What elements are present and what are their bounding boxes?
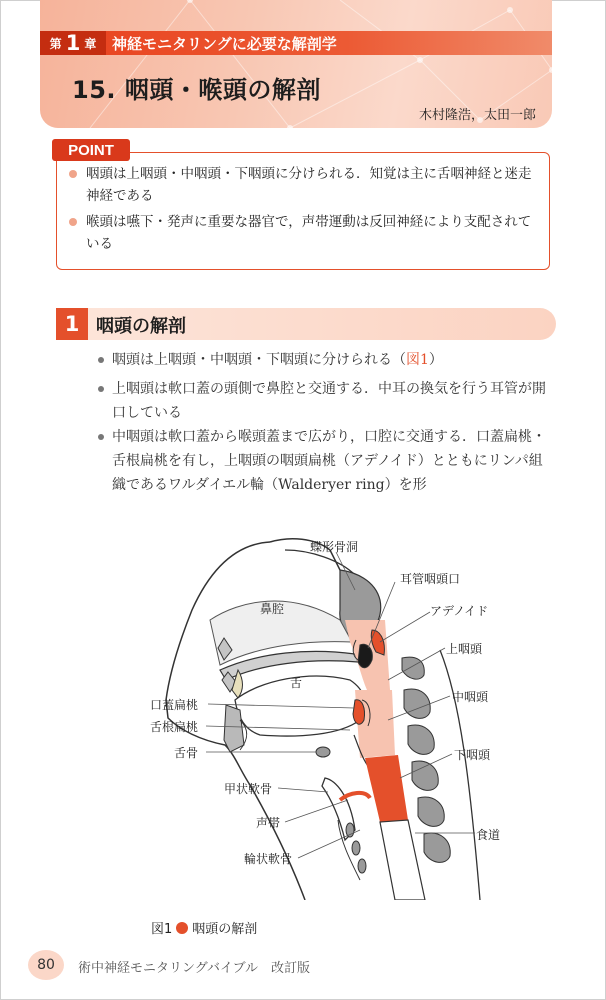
- book-title: 術中神経モニタリングバイブル 改訂版: [78, 961, 311, 976]
- label-lingual-tonsil: 舌根扁桃: [150, 720, 199, 734]
- body-bullet: 中咽頭は軟口蓋から喉頭蓋まで広がり，口腔に交通する．口蓋扁桃・舌根扁桃を有し，上咽頭の咽頭扁桃（アデノイド）とともにリンパ組織であるワルダイエル輪（Walderyer ring）を形: [112, 429, 546, 493]
- point-bullet-icon: [69, 170, 77, 178]
- page-number: 80: [28, 950, 64, 980]
- chapter-prefix: 第: [49, 36, 62, 51]
- bullet-icon: [98, 357, 104, 363]
- label-sphenoid-sinus: 蝶形骨洞: [310, 540, 359, 554]
- sagittal-section-illustration: [140, 530, 520, 900]
- caption-title: 咽頭の解剖: [192, 922, 258, 937]
- chapter-suffix: 章: [84, 36, 97, 51]
- section-number: 1: [56, 308, 88, 340]
- label-esophagus: 食道: [476, 828, 501, 842]
- chapter-title: 神経モニタリングに必要な解剖学: [112, 35, 337, 53]
- pharynx-anatomy-figure: [140, 530, 520, 900]
- label-oropharynx: 中咽頭: [452, 690, 489, 704]
- point-bullet-icon: [69, 218, 77, 226]
- label-adenoid: アデノイド: [430, 604, 489, 618]
- caption-figure-number: 図1: [151, 922, 173, 937]
- label-nasal-cavity: 鼻腔: [260, 602, 285, 616]
- label-cricoid-cartilage: 輪状軟骨: [244, 852, 293, 866]
- caption-dot-icon: [176, 922, 188, 934]
- body-bullet: 咽頭は上咽頭・中咽頭・下咽頭に分けられる（図1）: [112, 352, 443, 368]
- label-hypopharynx: 下咽頭: [454, 748, 491, 762]
- authors: 木村隆浩，太田一郎: [418, 108, 536, 123]
- bullet-icon: [98, 386, 104, 392]
- figure-caption: [151, 918, 257, 937]
- section-heading: 咽頭の解剖: [96, 316, 186, 337]
- section-title: 15. 咽頭・喉頭の解剖: [72, 76, 321, 104]
- body-bullet: 上咽頭は軟口蓋の頭側で鼻腔と交通する．中耳の換気を行う耳管が開口している: [112, 381, 546, 421]
- bullet-icon: [98, 434, 104, 440]
- label-nasopharynx: 上咽頭: [446, 642, 483, 656]
- figure-reference-link[interactable]: 図1: [406, 352, 429, 368]
- label-palatine-tonsil: 口蓋扁桃: [150, 698, 199, 712]
- label-hyoid: 舌骨: [174, 746, 199, 760]
- chapter-badge: [40, 31, 106, 55]
- point-tab: POINT: [52, 139, 130, 161]
- point-item: 咽頭は上咽頭・中咽頭・下咽頭に分けられる．知覚は主に舌咽神経と迷走神経である: [86, 166, 532, 204]
- label-thyroid-cartilage: 甲状軟骨: [224, 782, 273, 796]
- label-eustachian-orifice: 耳管咽頭口: [400, 572, 461, 586]
- point-item: 喉頭は嚥下・発声に重要な器官で，声帯運動は反回神経により支配されている: [86, 214, 532, 252]
- label-vocal-cord: 声帯: [256, 816, 281, 830]
- label-tongue: 舌: [290, 676, 303, 690]
- chapter-number: 1: [65, 31, 81, 55]
